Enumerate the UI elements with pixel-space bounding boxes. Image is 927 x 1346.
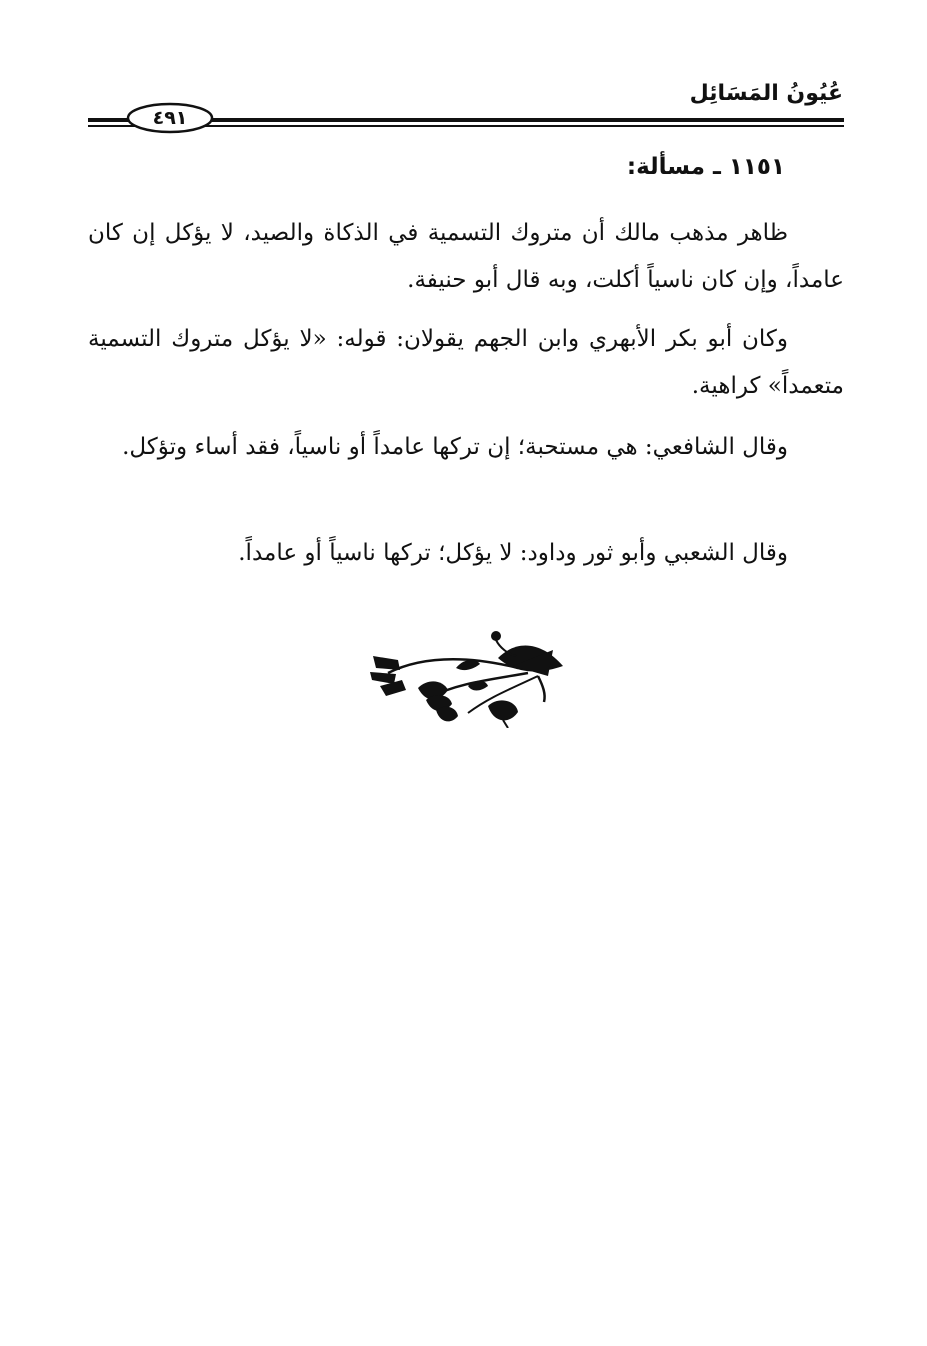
- page-number-badge: [126, 102, 214, 134]
- paragraph-1: [88, 210, 844, 304]
- issue-heading: ١١٥١ ـ مسألة:: [626, 154, 785, 180]
- paragraph-text: وقال الشعبي وأبو ثور وداود: لا يؤكل؛ تركها ناسياً أو عامداً.: [238, 540, 788, 566]
- paragraph-2: [88, 316, 844, 410]
- paragraph-text: وكان أبو بكر الأبهري وابن الجهم يقولان: قوله: «لا يؤكل متروك التسمية متعمداً» كراهية.: [88, 326, 844, 399]
- paragraph-text: وقال الشافعي: هي مستحبة؛ إن تركها عامداً أو ناسياً، فقد أساء وتؤكل.: [122, 434, 788, 460]
- paragraph-text: ظاهر مذهب مالك أن متروك التسمية في الذكاة والصيد، لا يؤكل إن كان عامداً، وإن كان ناسياً أكلت، وبه قال أبو حنيفة.: [88, 220, 844, 293]
- paragraph-4: [88, 530, 844, 577]
- paragraph-3: [88, 424, 844, 471]
- running-title: عُيُونُ المَسَائِل: [689, 81, 843, 106]
- floral-ornament-icon: [368, 628, 568, 728]
- page-number: ٤٩١: [152, 107, 188, 129]
